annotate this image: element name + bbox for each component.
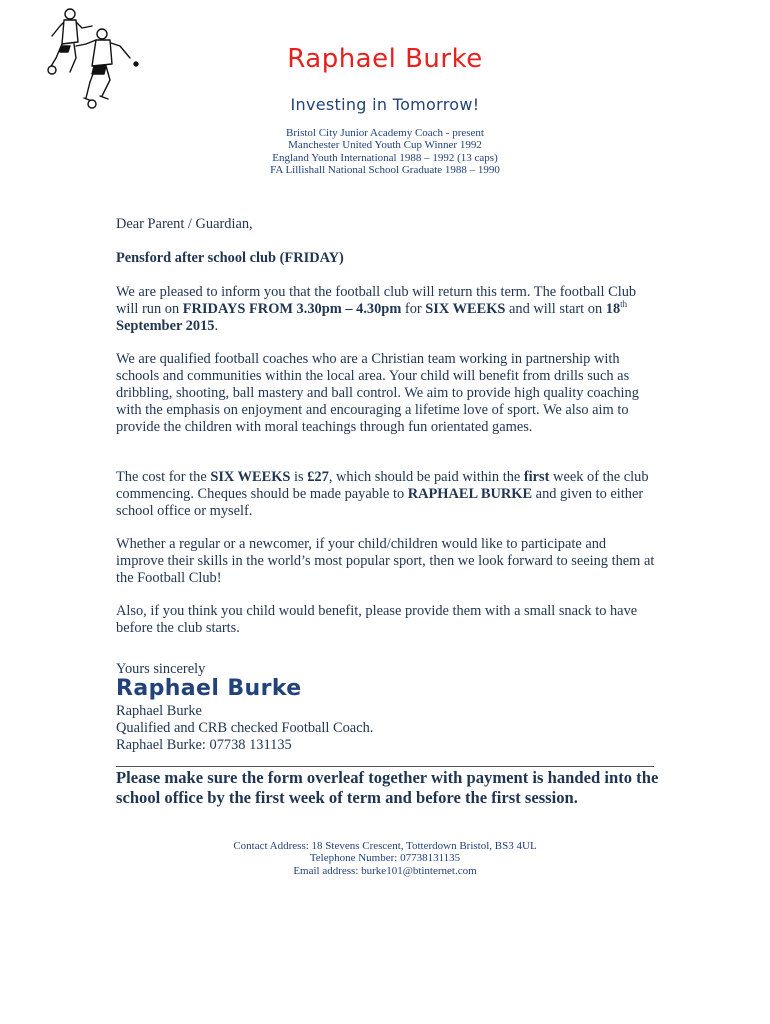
bold-run: RAPHAEL BURKE [407,486,533,502]
sign-name: Raphael Burke [116,703,202,719]
closing: Yours sincerely [116,661,206,677]
contact-phone: Telephone Number: 07738131135 [309,852,461,865]
text-run: week of the club commencing. Cheques should be made payable to [116,469,649,502]
credential-line: Bristol City Junior Academy Coach - present [286,127,484,139]
credential-line: FA Lillishall National School Graduate 1988 – 1990 [270,164,500,177]
signature: Raphael Burke [116,676,302,701]
paragraph-schedule [116,284,656,335]
text-run: and given to either school office or myself. [116,486,644,519]
credential-line: England Youth International 1988 – 1992 (13 caps) [272,151,498,164]
payment-notice: Please make sure the form overleaf together with payment is handed into the school office by the first week of term and before the first session. [116,768,659,807]
credentials-list [0,127,770,177]
text-run: We are pleased to inform you that the football club will return this term. The football Club will run on [116,284,637,317]
sign-role: Qualified and CRB checked Football Coach. [116,720,374,736]
bold-run: September 2015 [116,318,215,334]
text-run: . [214,318,219,334]
contact-address: Contact Address: 18 Stevens Crescent, Totterdown Bristol, BS3 4UL [233,840,537,852]
header-name: Raphael Burke [287,44,483,74]
greeting: Dear Parent / Guardian, [116,216,253,232]
paragraph-cost [116,469,656,520]
bold-run: SIX WEEKS [210,469,291,485]
paragraph-about: We are qualified football coaches who are a Christian team working in partnership with schools and communities within the local area. Your child will benefit from drills such as dribbling, shooting, ball mastery and ball control. We aim to provide high quality coaching with the emphasis on enjoyment and encouraging a lifetime love of sport. We also aim to provide the children with moral teachings through fun orientated games. [116,351,639,435]
sign-phone: Raphael Burke: 07738 131135 [116,737,292,753]
text-run: The cost for the [116,469,211,485]
text-run: , which should be paid within the [328,469,524,485]
header-tagline: Investing in Tomorrow! [290,95,480,114]
signature-block [116,703,656,754]
text-run: for [401,301,426,317]
contact-email: Email address: burke101@btinternet.com [293,864,477,877]
bold-run: first [523,469,550,485]
paragraph-snack: Also, if you think you child would benefit, please provide them with a small snack to have before the club starts. [116,603,638,636]
text-run: is [290,469,308,485]
superscript: th [620,299,628,310]
contact-footer [0,840,770,877]
bold-run: 18 [605,301,621,317]
bold-run: £27 [307,469,329,485]
text-run: and will start on [505,301,606,317]
letter-subject: Pensford after school club (FRIDAY) [116,250,344,266]
bold-run: FRIDAYS FROM 3.30pm – 4.30pm [182,301,402,317]
divider [116,766,654,767]
bold-run: SIX WEEKS [425,301,506,317]
credential-line: Manchester United Youth Cup Winner 1992 [288,139,482,152]
paragraph-invite: Whether a regular or a newcomer, if your child/children would like to participate and improve their skills in the world’s most popular sport, then we look forward to seeing them at the Football Club! [116,536,655,586]
